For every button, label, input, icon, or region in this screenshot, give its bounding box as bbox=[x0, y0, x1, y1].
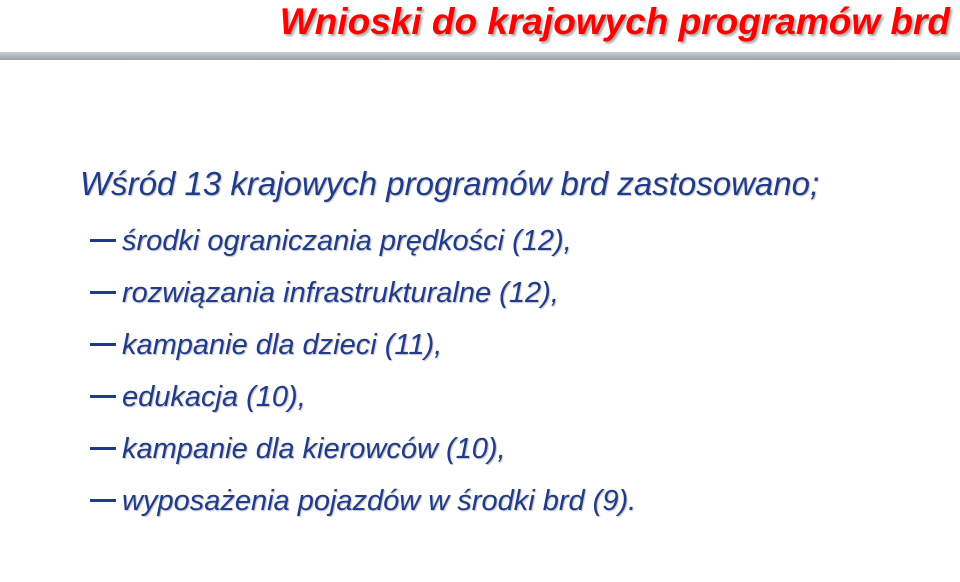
slide-content bbox=[80, 165, 940, 527]
list-item-text: środki ograniczania prędkości (12), bbox=[122, 225, 572, 257]
bullet-list bbox=[80, 215, 940, 527]
list-item bbox=[80, 423, 940, 475]
list-item-text: rozwiązania infrastrukturalne (12), bbox=[122, 277, 559, 309]
dash-bullet-icon bbox=[90, 395, 116, 398]
slide-title: Wnioski do krajowych programów brd bbox=[279, 1, 950, 42]
list-item bbox=[80, 475, 940, 527]
list-item bbox=[80, 319, 940, 371]
intro-text: Wśród 13 krajowych programów brd zastosowano; bbox=[80, 165, 820, 202]
dash-bullet-icon bbox=[90, 291, 116, 294]
list-item-text: wyposażenia pojazdów w środki brd (9). bbox=[122, 485, 637, 517]
list-item bbox=[80, 267, 940, 319]
list-item bbox=[80, 371, 940, 423]
list-item-text: kampanie dla dzieci (11), bbox=[122, 329, 443, 361]
dash-bullet-icon bbox=[90, 499, 116, 502]
dash-bullet-icon bbox=[90, 239, 116, 242]
list-item bbox=[80, 215, 940, 267]
list-item-text: edukacja (10), bbox=[122, 381, 306, 413]
dash-bullet-icon bbox=[90, 447, 116, 450]
title-divider bbox=[0, 52, 960, 60]
list-item-text: kampanie dla kierowców (10), bbox=[122, 433, 506, 465]
dash-bullet-icon bbox=[90, 343, 116, 346]
